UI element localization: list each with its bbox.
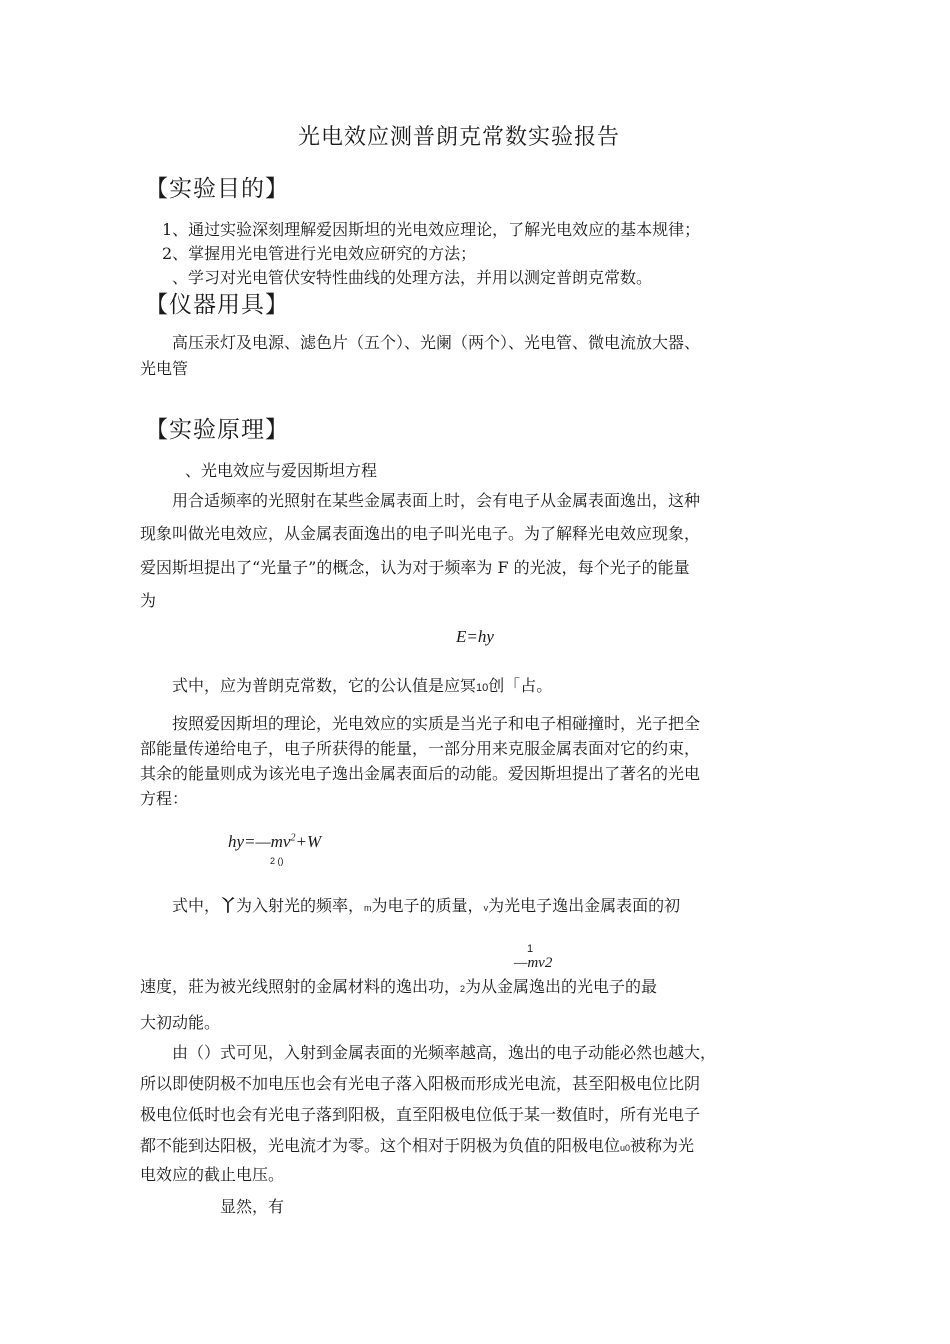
para3-line-1: 按照爱因斯坦的理论，光电效应的实质是当光子和电子相碰撞时，光子把全 <box>172 714 701 733</box>
para5-line-1 <box>140 974 657 997</box>
eq2-main: hy=—mv <box>228 832 291 851</box>
eq2-exponent: 2 <box>290 832 296 844</box>
purpose-item-3: 、学习对光电管伏安特性曲线的处理方法，并用以测定普朗克常数。 <box>172 268 653 287</box>
para1-line-1: 用合适频率的光照射在某些金属表面上时，会有电子从金属表面逸出，这种 <box>172 491 701 510</box>
section-instruments-heading: 【仪器用具】 <box>145 292 289 318</box>
frequency-symbol: 丫 <box>220 896 237 915</box>
para1-line-4: 为 <box>140 591 157 610</box>
para5-line-2: 大初动能。 <box>140 1013 221 1032</box>
instruments-line-1: 高压汞灯及电源、滤色片（五个）、光阑（两个）、光电管、微电流放大器、 <box>172 333 701 352</box>
section-principle-heading: 【实验原理】 <box>145 417 289 443</box>
para2 <box>172 673 552 696</box>
cutoff-voltage-symbol: u0 <box>620 1143 631 1153</box>
velocity-symbol: v <box>483 903 489 913</box>
para2-text-c: 创「占。 <box>488 676 553 695</box>
para4-text-d: 为光电子逸出金属表面的初 <box>488 896 681 915</box>
purpose-item-1: 1、通过实验深刻理解爱因斯坦的光电效应理论，了解光电效应的基本规律； <box>162 220 701 239</box>
kinetic-fraction-denominator: —mv2 <box>514 955 553 971</box>
equation-photon-energy: E=hy <box>456 627 494 646</box>
para5-text-b: 为从金属逸出的光电子的最 <box>465 977 658 996</box>
para6-line-5: 电效应的截止电压。 <box>140 1165 285 1184</box>
para6-tail: 被称为光 <box>630 1136 695 1155</box>
principle-subheading: 、光电效应与爱因斯坦方程 <box>185 461 378 480</box>
section-purpose-heading: 【实验目的】 <box>145 176 289 202</box>
para3-line-3: 其余的能量则成为该光电子逸出金属表面后的动能。爱因斯坦提出了著名的光电 <box>140 764 701 783</box>
para2-exponent: 10 <box>476 682 489 694</box>
purpose-item-2: 2、掌握用光电管进行光电效应研究的方法； <box>162 244 477 263</box>
para5-text-a: 速度，莊为被光线照射的金属材料的逸出功， <box>140 977 461 996</box>
para2-text-a: 式中，应为普朗克常数，它的公认值是应冥 <box>172 676 477 695</box>
mass-symbol: m <box>364 903 372 913</box>
para6-text: 都不能到达阳极，光电流才为零。这个相对于阴极为负值的阳极电位 <box>140 1136 621 1155</box>
para4-text-c: 为电子的质量， <box>371 896 484 915</box>
para6-line-3: 极电位低时也会有光电子落到阳极，直至阳极电位低于某一数值时，所有光电子 <box>140 1105 701 1124</box>
equation-einstein <box>228 832 321 852</box>
para6-line-4 <box>140 1133 694 1156</box>
para7: 显然，有 <box>220 1197 285 1216</box>
para6-line-2: 所以即使阴极不加电压也会有光电子落入阳极而形成光电流，甚至阳极电位比阴 <box>140 1074 701 1093</box>
para4 <box>172 893 680 916</box>
para3-line-4: 方程： <box>140 789 189 808</box>
instruments-line-2: 光电管 <box>140 359 189 378</box>
para4-text-b: 为入射光的频率， <box>236 896 365 915</box>
para1-line-3: 爱因斯坦提出了“光量子”的概念，认为对于频率为 F 的光波，每个光子的能量 <box>140 558 690 577</box>
para3-line-2: 部能量传递给电子，电子所获得的能量，一部分用来克服金属表面对它的约束， <box>140 739 701 758</box>
page-title: 光电效应测普朗克常数实验报告 <box>298 125 621 150</box>
para4-text-a: 式中， <box>172 896 221 915</box>
para6-line-1: 由（）式可见，入射到金属表面的光频率越高，逸出的电子动能必然也越大， <box>172 1043 717 1062</box>
para5-symbol: 2 <box>460 984 466 994</box>
equation-einstein-subscript: 2 () <box>270 856 284 866</box>
para1-line-2: 现象叫做光电效应，从金属表面逸出的电子叫光电子。为了解释光电效应现象， <box>140 524 701 543</box>
kinetic-fraction-numerator: 1 <box>527 943 534 955</box>
eq2-tail: +W <box>295 832 322 851</box>
